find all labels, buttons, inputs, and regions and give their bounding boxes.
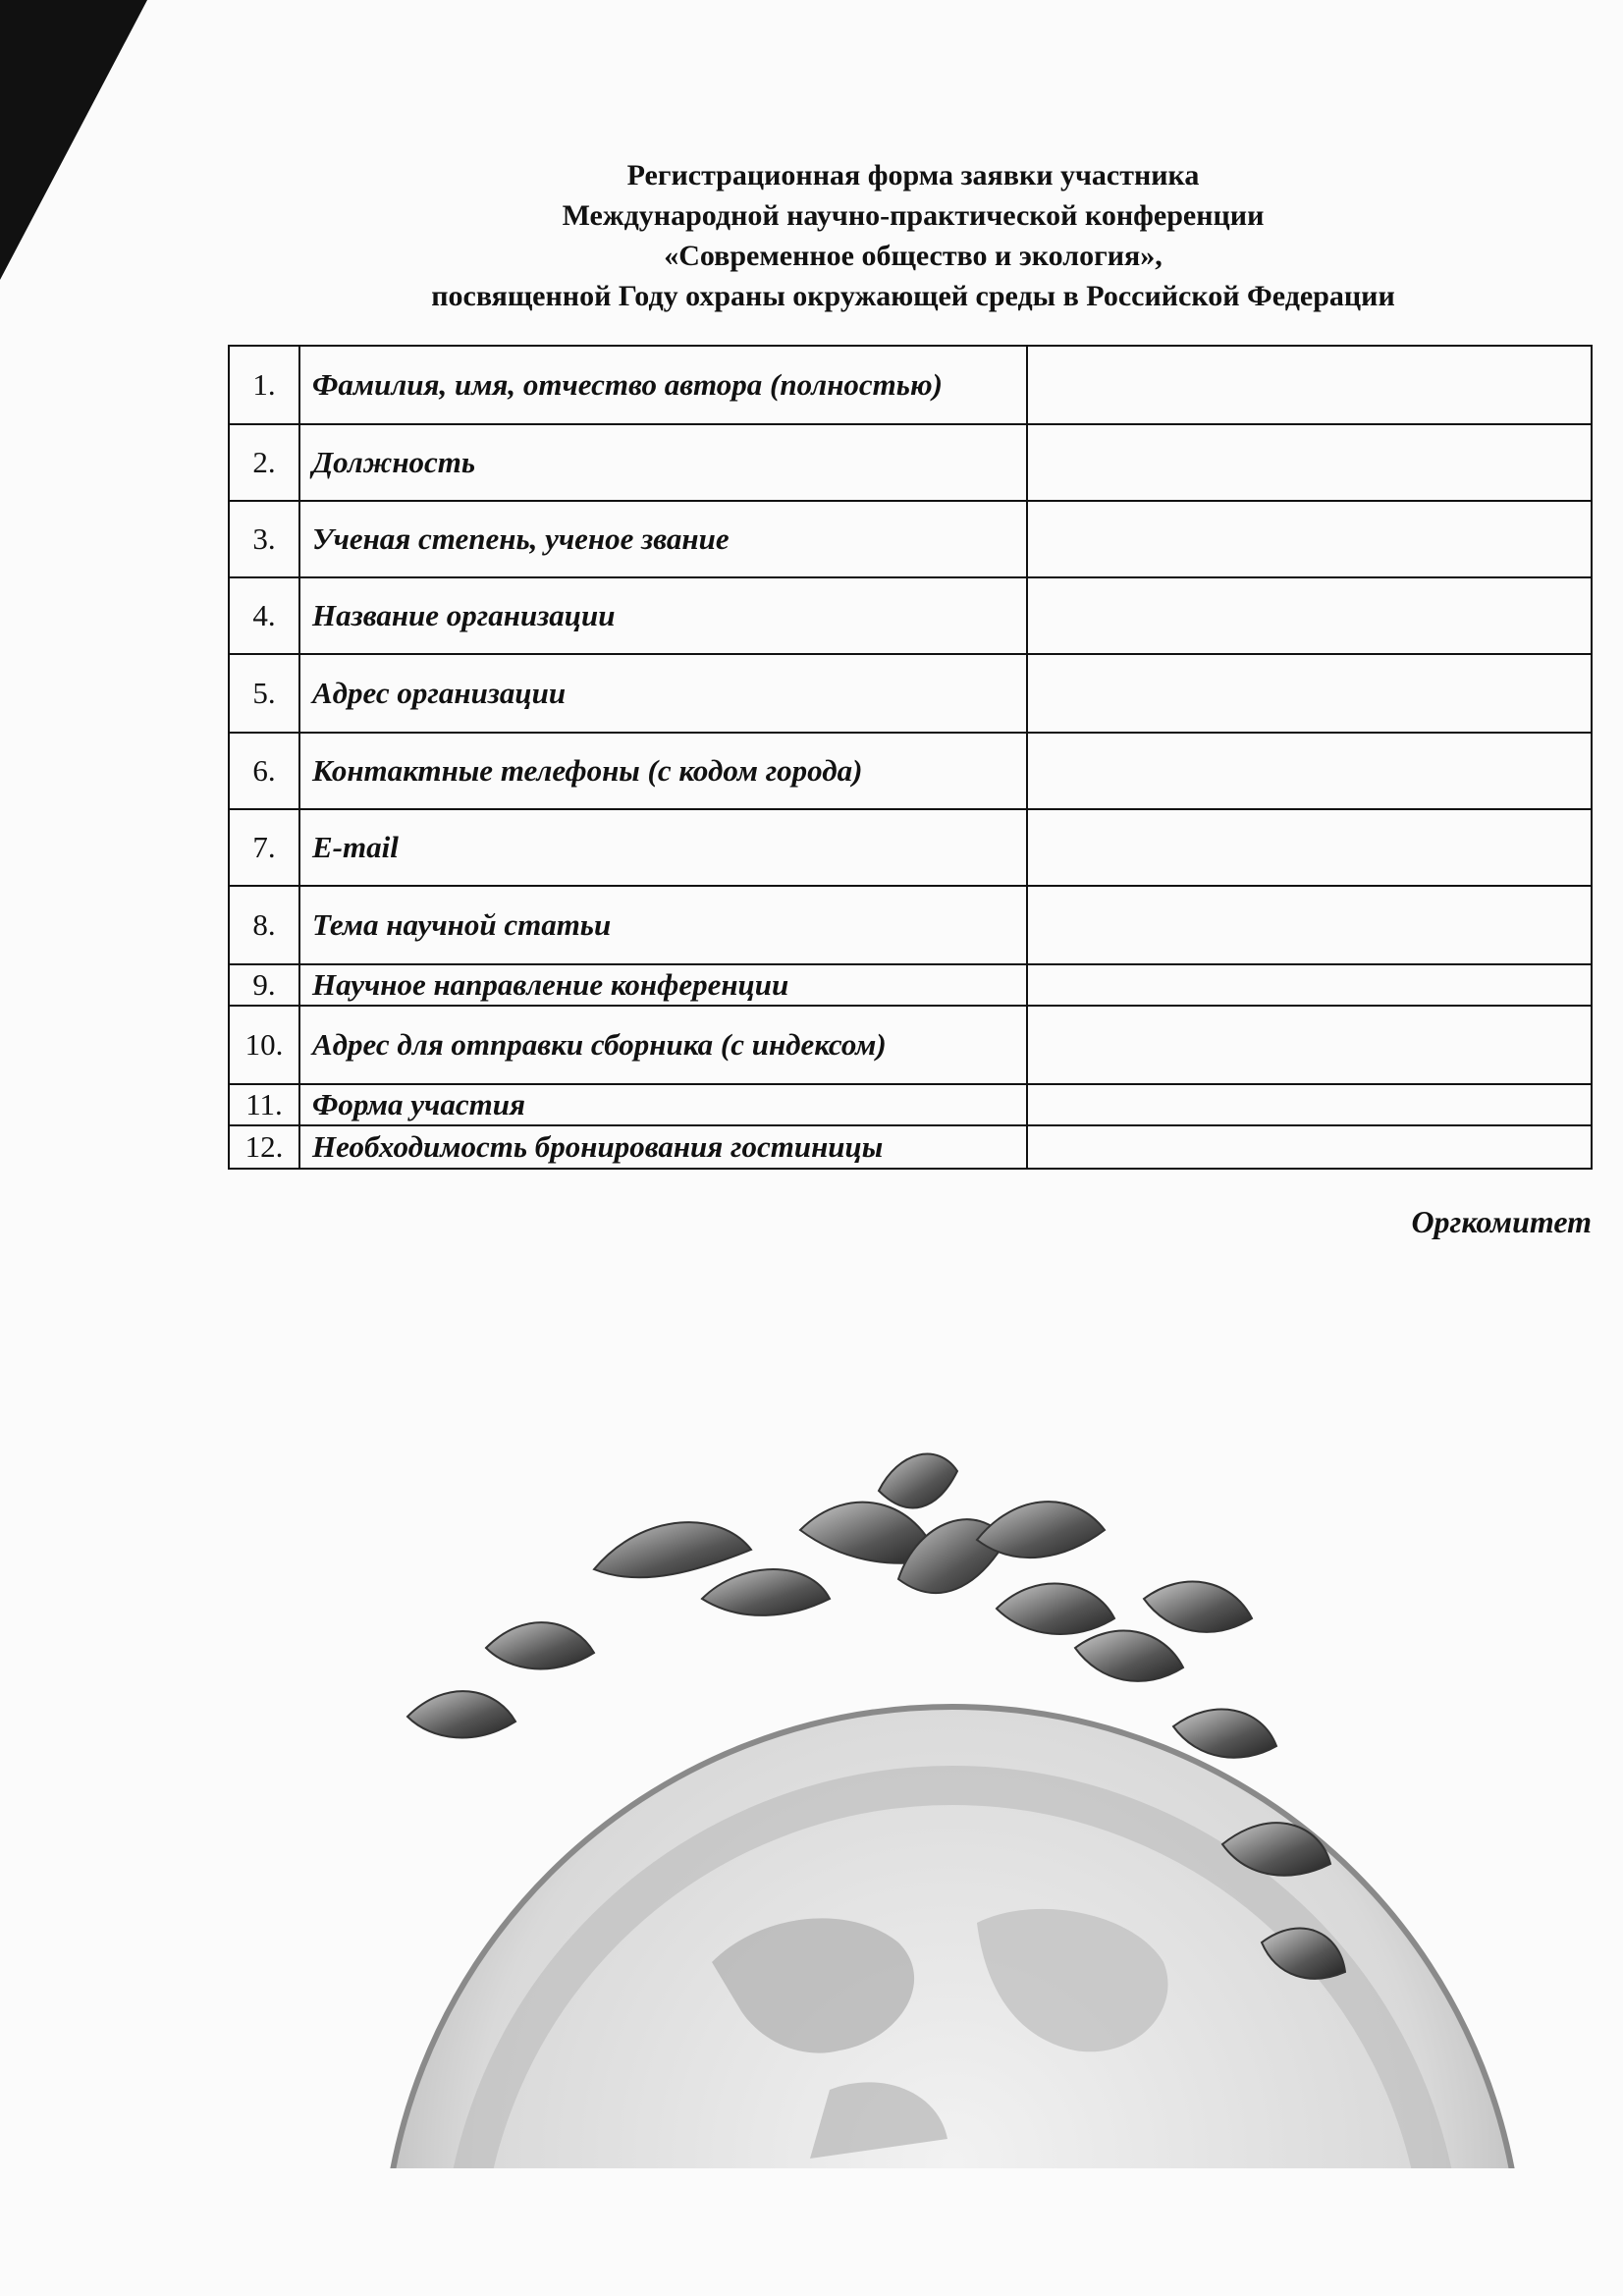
row-number: 6. bbox=[229, 733, 299, 809]
row-value-field[interactable] bbox=[1027, 577, 1592, 654]
row-label: E-mail bbox=[299, 809, 1027, 886]
row-label: Научное направление конференции bbox=[299, 964, 1027, 1006]
row-label: Необходимость бронирования гостиницы bbox=[299, 1125, 1027, 1169]
row-number: 3. bbox=[229, 501, 299, 577]
globe-with-leaves-icon bbox=[388, 1451, 1517, 2168]
registration-table bbox=[228, 345, 1593, 1170]
table-row bbox=[229, 577, 1592, 654]
row-number: 4. bbox=[229, 577, 299, 654]
table-row bbox=[229, 964, 1592, 1006]
row-number: 12. bbox=[229, 1125, 299, 1169]
row-number: 10. bbox=[229, 1006, 299, 1084]
row-value-field[interactable] bbox=[1027, 964, 1592, 1006]
title-line-2: Международной научно-практической конференции bbox=[562, 199, 1265, 232]
row-number: 1. bbox=[229, 346, 299, 424]
row-value-field[interactable] bbox=[1027, 654, 1592, 733]
title-line-3: «Современное общество и экология», bbox=[664, 240, 1163, 272]
table-row bbox=[229, 1006, 1592, 1084]
table-row bbox=[229, 809, 1592, 886]
row-value-field[interactable] bbox=[1027, 886, 1592, 964]
row-value-field[interactable] bbox=[1027, 346, 1592, 424]
table-row bbox=[229, 733, 1592, 809]
title-line-1: Регистрационная форма заявки участника bbox=[626, 159, 1200, 191]
row-value-field[interactable] bbox=[1027, 1006, 1592, 1084]
row-number: 5. bbox=[229, 654, 299, 733]
table-row bbox=[229, 346, 1592, 424]
row-label: Контактные телефоны (с кодом города) bbox=[299, 733, 1027, 809]
row-label: Фамилия, имя, отчество автора (полностью) bbox=[299, 346, 1027, 424]
row-number: 2. bbox=[229, 424, 299, 501]
row-label: Должность bbox=[299, 424, 1027, 501]
row-value-field[interactable] bbox=[1027, 1084, 1592, 1125]
row-value-field[interactable] bbox=[1027, 424, 1592, 501]
row-label: Ученая степень, ученое звание bbox=[299, 501, 1027, 577]
title-line-4: посвященной Году охраны окружающей среды в Российской Федерации bbox=[431, 280, 1395, 312]
table-row bbox=[229, 501, 1592, 577]
row-label: Форма участия bbox=[299, 1084, 1027, 1125]
scan-corner-shadow bbox=[0, 0, 147, 280]
organizing-committee-signature: Оргкомитет bbox=[1411, 1204, 1592, 1239]
table-row bbox=[229, 1125, 1592, 1169]
row-value-field[interactable] bbox=[1027, 809, 1592, 886]
row-label: Название организации bbox=[299, 577, 1027, 654]
row-value-field[interactable] bbox=[1027, 733, 1592, 809]
row-value-field[interactable] bbox=[1027, 501, 1592, 577]
table-row bbox=[229, 654, 1592, 733]
row-label: Тема научной статьи bbox=[299, 886, 1027, 964]
row-label: Адрес организации bbox=[299, 654, 1027, 733]
table-row bbox=[229, 1084, 1592, 1125]
row-value-field[interactable] bbox=[1027, 1125, 1592, 1169]
row-number: 11. bbox=[229, 1084, 299, 1125]
row-number: 8. bbox=[229, 886, 299, 964]
table-row bbox=[229, 886, 1592, 964]
table-row bbox=[229, 424, 1592, 501]
row-number: 7. bbox=[229, 809, 299, 886]
row-number: 9. bbox=[229, 964, 299, 1006]
form-title bbox=[295, 155, 1532, 316]
row-label: Адрес для отправки сборника (с индексом) bbox=[299, 1006, 1027, 1084]
